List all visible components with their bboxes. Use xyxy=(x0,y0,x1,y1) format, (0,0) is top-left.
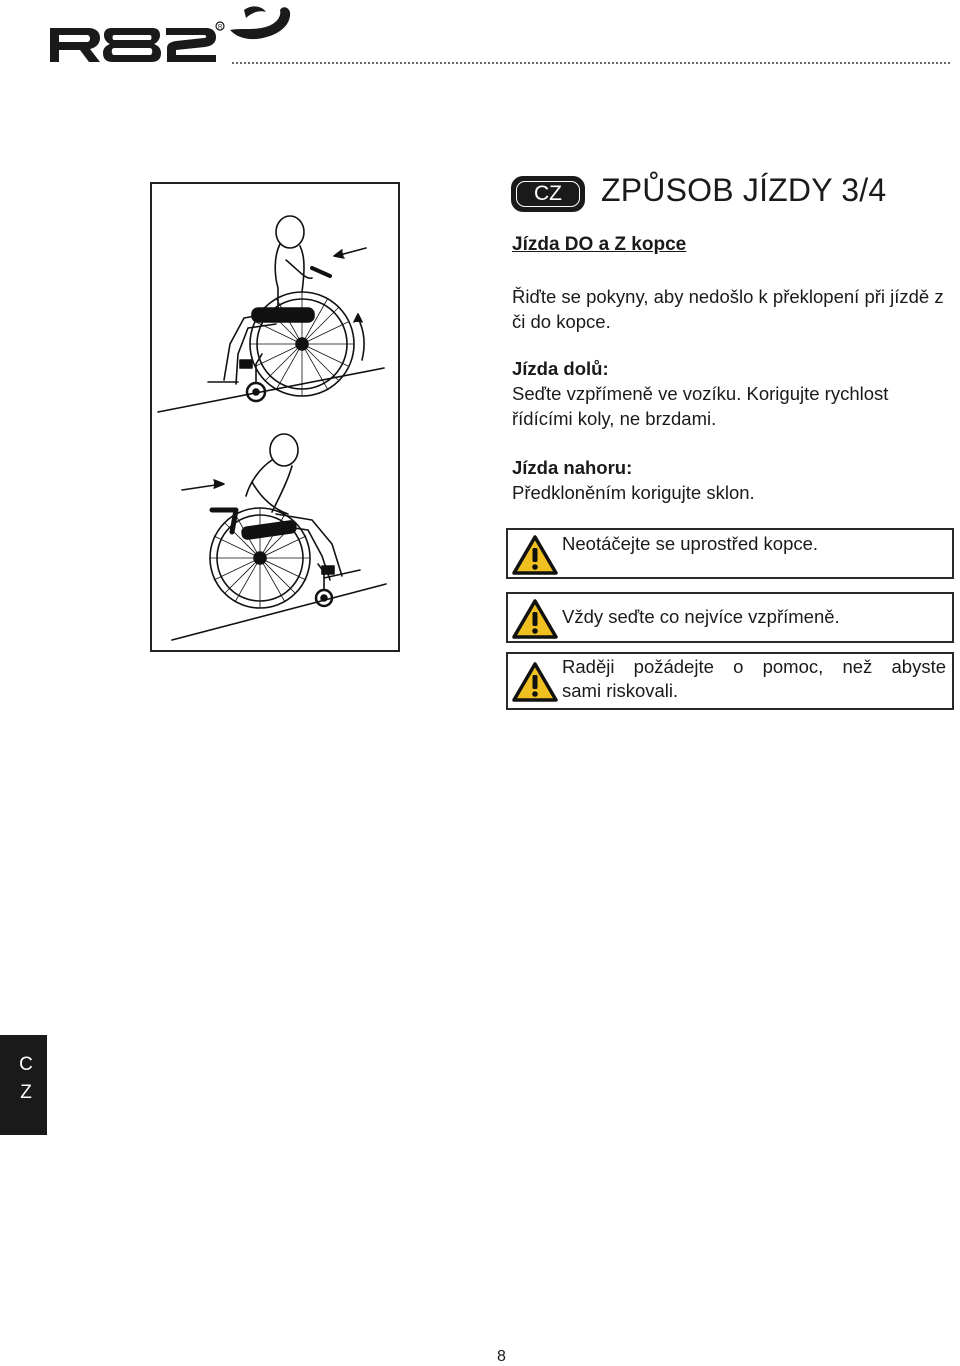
warning-text: Vždy seďte co nejvíce vzpřímeně. xyxy=(562,606,840,627)
warning-triangle-icon xyxy=(512,535,558,575)
warning-triangle-icon xyxy=(512,599,558,639)
wheelchair-drawing xyxy=(152,184,398,650)
warning-text: Neotáčejte se uprostřed kopce. xyxy=(562,533,819,554)
language-badge xyxy=(511,176,585,212)
uphill-text: Předkloněním korigujte sklon. xyxy=(512,482,755,503)
side-language-tab xyxy=(0,1035,47,1135)
warning-box xyxy=(506,528,954,579)
r82-logo xyxy=(48,4,298,66)
language-badge-label: CZ xyxy=(534,182,562,205)
wheelchair-slope-illustration xyxy=(150,182,400,652)
page-number: 8 xyxy=(497,1348,506,1365)
downhill-heading: Jízda dolů: xyxy=(512,358,609,379)
side-tab-letter-z: Z xyxy=(20,1082,32,1103)
intro-paragraph: Řiďte se pokyny, aby nedošlo k překlopení při jízdě z či do kopce. xyxy=(512,286,944,332)
page-title: ZPŮSOB JÍZDY 3/4 xyxy=(601,172,887,208)
warning-text-line-1: Raději požádejte o pomoc, než abyste xyxy=(562,656,946,677)
warning-box xyxy=(506,592,954,643)
warning-box xyxy=(506,652,954,710)
uphill-section xyxy=(512,455,954,505)
header-dotted-rule xyxy=(232,60,950,64)
downhill-text: Seďte vzpřímeně ve vozíku. Korigujte rychlost řídícími koly, ne brzdami. xyxy=(512,383,889,429)
uphill-heading: Jízda nahoru: xyxy=(512,457,633,478)
side-tab-letter-c: C xyxy=(19,1054,33,1075)
section-subheading: Jízda DO a Z kopce xyxy=(512,234,687,255)
svg-text:R: R xyxy=(218,24,223,31)
warning-text xyxy=(562,655,946,703)
downhill-section xyxy=(512,356,954,431)
warning-text-line-2: sami riskovali. xyxy=(562,680,679,701)
warning-triangle-icon xyxy=(512,662,558,702)
